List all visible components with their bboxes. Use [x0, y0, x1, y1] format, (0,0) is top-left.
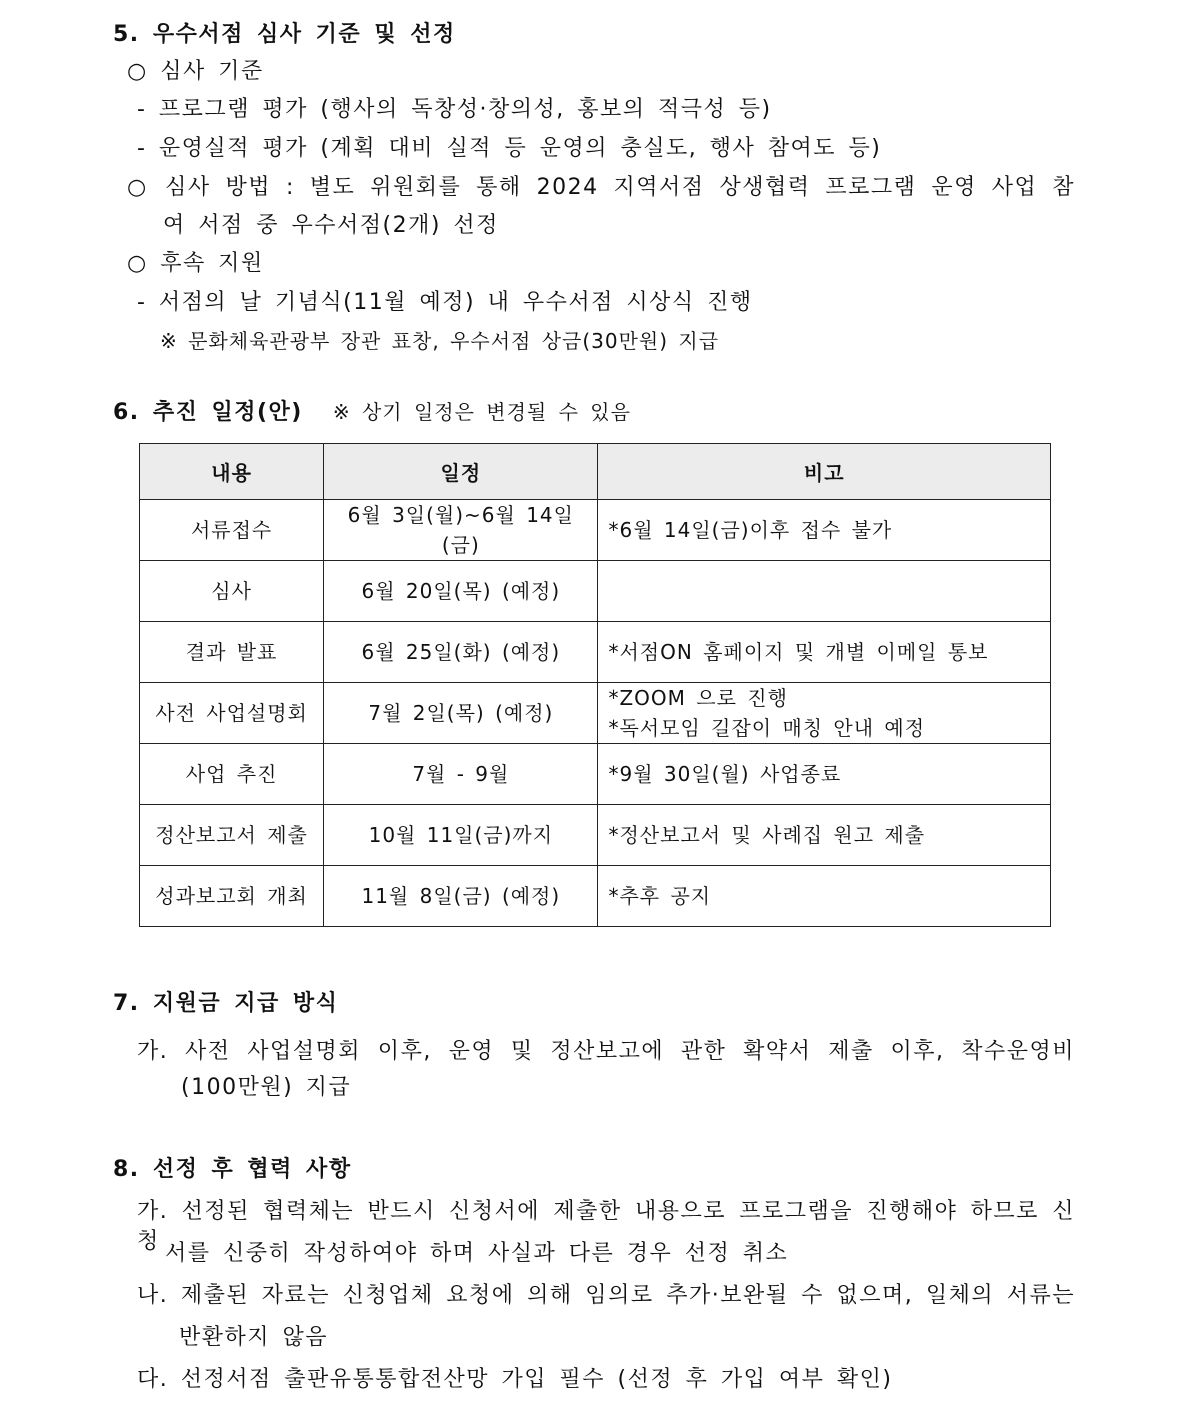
s5-line-1: ○ 심사 기준: [127, 59, 264, 84]
s8-line-4: 반환하지 않음: [179, 1325, 329, 1350]
cell-item: 결과 발표: [140, 622, 324, 683]
cell-remark: [598, 744, 1051, 805]
s8-line-5: 다. 선정서점 출판유통통합전산망 가입 필수 (선정 후 가입 여부 확인): [137, 1367, 893, 1392]
cell-remark: [598, 683, 1051, 744]
table-row: [140, 866, 1051, 927]
remark-text: *ZOOM 으로 진행: [608, 686, 788, 710]
section-8-heading: 8. 선정 후 협력 사항: [113, 1157, 352, 1182]
table-row: [140, 805, 1051, 866]
schedule-table: [139, 443, 1051, 927]
cell-item: 성과보고회 개최: [140, 866, 324, 927]
cell-date: 10월 11일(금)까지: [324, 805, 598, 866]
s5-line-5: 여 서점 중 우수서점(2개) 선정: [163, 213, 499, 238]
remark-text: *정산보고서 및 사례집 원고 제출: [608, 823, 926, 847]
remark-text: *6월 14일(금)이후 접수 불가: [608, 518, 893, 542]
cell-item: 정산보고서 제출: [140, 805, 324, 866]
table-header-row: [140, 444, 1051, 500]
section-6-note: ※ 상기 일정은 변경될 수 있음: [332, 400, 631, 424]
section-6-title: 6. 추진 일정(안): [113, 400, 303, 425]
cell-remark: [598, 805, 1051, 866]
cell-remark: [598, 622, 1051, 683]
s5-line-7: - 서점의 날 기념식(11월 예정) 내 우수서점 시상식 진행: [137, 290, 753, 315]
cell-remark: [598, 500, 1051, 561]
remark-text: *9월 30일(월) 사업종료: [608, 762, 842, 786]
s5-line-2: - 프로그램 평가 (행사의 독창성·창의성, 홍보의 적극성 등): [137, 97, 772, 122]
cell-item: 서류접수: [140, 500, 324, 561]
section-7-heading: 7. 지원금 지급 방식: [113, 991, 339, 1016]
table-row: [140, 622, 1051, 683]
cell-remark: [598, 866, 1051, 927]
s5-note: ※ 문화체육관광부 장관 표창, 우수서점 상금(30만원) 지급: [160, 329, 720, 353]
col-header-date: 일정: [324, 444, 598, 500]
s7-line-2: (100만원) 지급: [181, 1075, 352, 1100]
cell-date: 6월 3일(월)~6월 14일(금): [324, 500, 598, 561]
cell-item: 사전 사업설명회: [140, 683, 324, 744]
table-row: [140, 744, 1051, 805]
s7-line-1: 가. 사전 사업설명회 이후, 운영 및 정산보고에 관한 확약서 제출 이후, 착수운영비: [137, 1039, 1075, 1064]
section-6-heading: [113, 397, 631, 428]
table-row: [140, 500, 1051, 561]
cell-date: 6월 25일(화) (예정): [324, 622, 598, 683]
col-header-item: 내용: [140, 444, 324, 500]
remark-text: *추후 공지: [608, 884, 712, 908]
s5-line-6: ○ 후속 지원: [127, 251, 264, 276]
cell-item: 심사: [140, 561, 324, 622]
section-5-heading: 5. 우수서점 심사 기준 및 선정: [113, 22, 456, 47]
s5-line-3: - 운영실적 평가 (계획 대비 실적 등 운영의 충실도, 행사 참여도 등): [137, 136, 882, 161]
cell-remark: [598, 561, 1051, 622]
col-header-remark: 비고: [598, 444, 1051, 500]
cell-date: 11월 8일(금) (예정): [324, 866, 598, 927]
s8-line-2: 서를 신중히 작성하여야 하며 사실과 다른 경우 선정 취소: [165, 1241, 789, 1266]
s8-line-1: 가. 선정된 협력체는 반드시 신청서에 제출한 내용으로 프로그램을 진행해야 하므로 신청: [137, 1199, 1075, 1254]
cell-date: 7월 - 9월: [324, 744, 598, 805]
table-row: [140, 561, 1051, 622]
cell-date: 7월 2일(목) (예정): [324, 683, 598, 744]
remark-text: *서점ON 홈페이지 및 개별 이메일 통보: [608, 640, 989, 664]
table-row: [140, 683, 1051, 744]
s5-line-4: ○ 심사 방법 : 별도 위원회를 통해 2024 지역서점 상생협력 프로그램 운영 사업 참: [127, 175, 1075, 200]
s8-line-3: 나. 제출된 자료는 신청업체 요청에 의해 임의로 추가·보완될 수 없으며, 일체의 서류는: [137, 1283, 1075, 1308]
remark-text-2: *독서모임 길잡이 매칭 안내 예정: [608, 716, 926, 740]
cell-item: 사업 추진: [140, 744, 324, 805]
cell-date: 6월 20일(목) (예정): [324, 561, 598, 622]
